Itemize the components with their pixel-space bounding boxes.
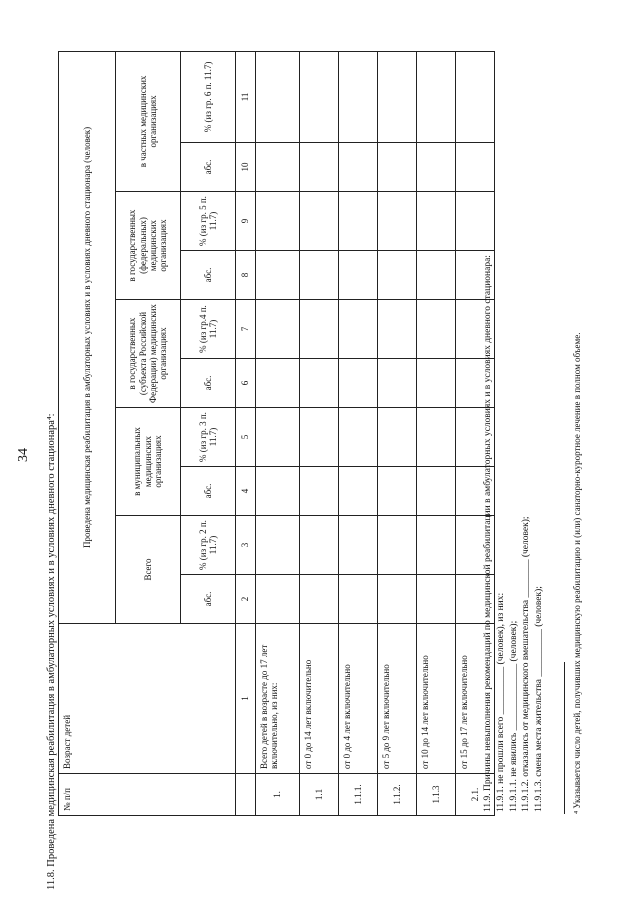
blank-field: __________ <box>534 629 545 677</box>
empty-cell <box>256 359 300 408</box>
empty-cell <box>300 359 339 408</box>
reason-label: 11.9.1.3. смена места жительства <box>534 679 545 812</box>
empty-cell <box>256 575 300 624</box>
empty-cell <box>339 467 378 516</box>
rehabilitation-table <box>58 51 495 816</box>
blank-field: ________ <box>521 559 532 598</box>
reason-label: 11.9.1.1. не явились <box>508 732 519 812</box>
reasons-section <box>482 255 546 812</box>
empty-cell <box>300 192 339 251</box>
empty-cell <box>417 575 456 624</box>
empty-cell <box>300 575 339 624</box>
header-municipal: в муниципальных медицинских организациях <box>116 408 181 516</box>
empty-cell <box>339 359 378 408</box>
blank-field: __________ <box>495 666 506 715</box>
column-number: 2 <box>236 575 256 624</box>
header-pct-total: % (из гр. 2 п. 11.7) <box>181 516 236 575</box>
empty-cell <box>417 143 456 192</box>
empty-cell <box>378 575 417 624</box>
header-num: № п/п <box>59 774 236 816</box>
empty-cell <box>256 51 300 142</box>
empty-cell <box>378 516 417 575</box>
empty-cell <box>256 467 300 516</box>
empty-cell <box>256 143 300 192</box>
empty-cell <box>417 51 456 142</box>
blank-field: ______________ <box>508 663 519 731</box>
empty-cell <box>339 51 378 142</box>
empty-cell <box>378 408 417 467</box>
empty-cell <box>339 251 378 300</box>
reason-label: 11.9.1. не прошли всего <box>495 716 506 812</box>
empty-cell <box>378 467 417 516</box>
table-row <box>300 51 339 815</box>
row-label: от 15 до 17 лет включительно <box>456 624 495 774</box>
table-row <box>417 51 456 815</box>
empty-cell <box>378 143 417 192</box>
reason-line-no-show <box>508 255 521 812</box>
header-total: Всего <box>116 516 181 624</box>
header-abs: абс. <box>181 143 236 192</box>
empty-cell <box>300 143 339 192</box>
empty-cell <box>339 408 378 467</box>
empty-cell <box>300 251 339 300</box>
row-number: 1. <box>256 774 300 816</box>
section-title: 11.8. Проведена медицинская реабилитация в амбулаторных условиях и в условиях дневного стационара⁴: <box>46 413 57 890</box>
column-number: 7 <box>236 300 256 359</box>
empty-cell <box>456 192 495 251</box>
header-abs: абс. <box>181 251 236 300</box>
empty-cell <box>300 300 339 359</box>
empty-cell <box>256 192 300 251</box>
empty-cell <box>417 359 456 408</box>
table-row <box>378 51 417 815</box>
reason-unit: (человек); <box>508 620 519 662</box>
empty-cell <box>456 51 495 142</box>
empty-cell <box>417 516 456 575</box>
column-number: 11 <box>236 51 256 142</box>
footnote-divider <box>564 662 565 814</box>
row-label: от 0 до 14 лет включительно <box>300 624 339 774</box>
empty-cell <box>300 467 339 516</box>
empty-cell <box>417 467 456 516</box>
table-row <box>339 51 378 815</box>
header-abs: абс. <box>181 467 236 516</box>
header-pct-private: % (из гр. 6 п. 11.7) <box>181 51 236 142</box>
column-number-row <box>236 51 256 815</box>
column-number: 8 <box>236 251 256 300</box>
header-federal: в государственных (федеральных) медицинских организациях <box>116 192 181 300</box>
empty-cell <box>378 251 417 300</box>
header-pct-municipal: % (из гр. 3 п. 11.7) <box>181 408 236 467</box>
empty-cell <box>417 408 456 467</box>
header-age: Возраст детей <box>59 624 236 774</box>
reason-line-moved <box>533 255 546 812</box>
empty-cell <box>456 143 495 192</box>
empty-cell <box>300 516 339 575</box>
reason-line-refused <box>520 255 533 812</box>
row-number: 1.1.3 <box>417 774 456 816</box>
header-regional: в государственных (субъекта Российской Федерации) медицинских организациях <box>116 300 181 408</box>
empty-cell <box>378 51 417 142</box>
empty-cell <box>256 408 300 467</box>
page-number: 34 <box>16 448 31 462</box>
reason-unit: (человек), из них: <box>495 592 506 665</box>
empty-cell <box>339 300 378 359</box>
reason-line-total <box>495 255 508 812</box>
empty-cell <box>378 359 417 408</box>
reason-label: 11.9.1.2. отказались от медицинского вмешательства <box>521 599 532 812</box>
empty-cell <box>300 408 339 467</box>
column-number: 6 <box>236 359 256 408</box>
row-number: 1.1.1. <box>339 774 378 816</box>
row-number: 1.1 <box>300 774 339 816</box>
reason-unit: (человек); <box>534 586 545 627</box>
reasons-heading: 11.9. Причины невыполнения рекомендаций по медицинской реабилитации в амбулаторных условиях и в условиях дневного стационара: <box>483 255 493 812</box>
row-number: 2.1. <box>456 774 495 816</box>
column-number: 10 <box>236 143 256 192</box>
column-number: 9 <box>236 192 256 251</box>
column-number: 3 <box>236 516 256 575</box>
empty-cell <box>339 143 378 192</box>
empty-cell <box>256 516 300 575</box>
header-abs: абс. <box>181 575 236 624</box>
empty-cell <box>339 575 378 624</box>
empty-cell <box>417 300 456 359</box>
row-label: от 10 до 14 лет включительно <box>417 624 456 774</box>
empty-cell <box>256 300 300 359</box>
header-pct-federal: % (из гр. 5 п. 11.7) <box>181 192 236 251</box>
row-label: Всего детей в возрасте до 17 лет включительно, из них: <box>256 624 300 774</box>
column-number-blank <box>236 774 256 816</box>
header-group: Проведена медицинская реабилитация в амбулаторных условиях и в условиях дневного стационара (человек) <box>59 51 116 623</box>
empty-cell <box>339 516 378 575</box>
reason-unit: (человек); <box>521 516 532 558</box>
table-row <box>256 51 300 815</box>
header-abs: абс. <box>181 359 236 408</box>
empty-cell <box>339 192 378 251</box>
column-number: 5 <box>236 408 256 467</box>
header-pct-regional: % (из гр.4 п. 11.7) <box>181 300 236 359</box>
empty-cell <box>378 192 417 251</box>
empty-cell <box>300 51 339 142</box>
header-private: в частных медицинских организациях <box>116 51 181 191</box>
header-row-1 <box>59 51 116 815</box>
footnote: ⁴ Указывается число детей, получивших медицинскую реабилитацию и (или) санаторно-курортное лечение в полном объеме. <box>572 332 582 814</box>
empty-cell <box>378 300 417 359</box>
row-label: от 5 до 9 лет включительно <box>378 624 417 774</box>
row-label: от 0 до 4 лет включительно <box>339 624 378 774</box>
empty-cell <box>256 251 300 300</box>
column-number: 4 <box>236 467 256 516</box>
empty-cell <box>417 192 456 251</box>
empty-cell <box>417 251 456 300</box>
row-number: 1.1.2. <box>378 774 417 816</box>
column-number: 1 <box>236 624 256 774</box>
